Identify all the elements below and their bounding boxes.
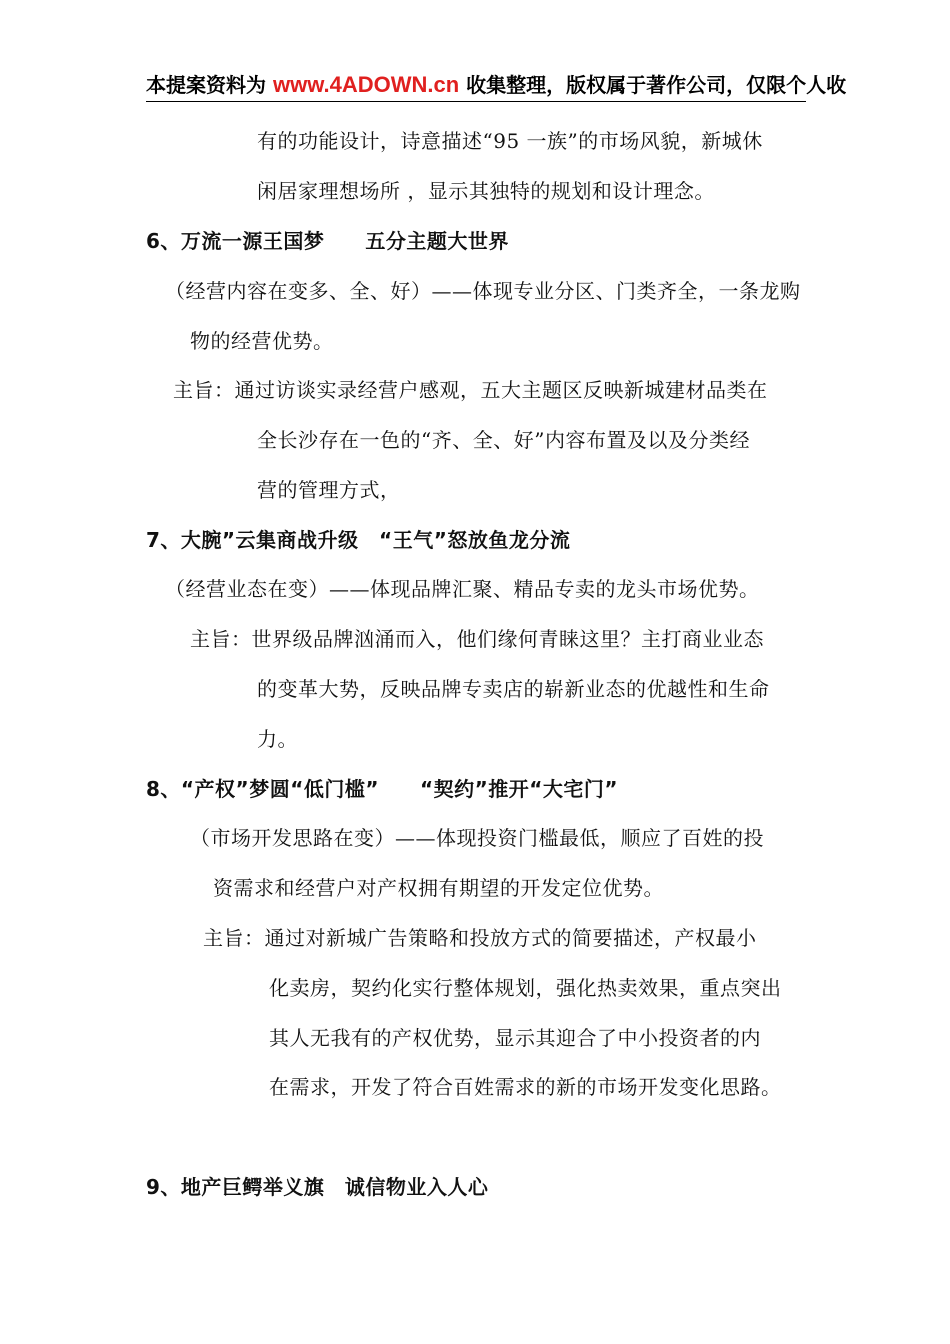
section7-heading: 7、大腕”云集商战升级 “王气”怒放鱼龙分流 bbox=[146, 528, 571, 552]
document-header bbox=[146, 70, 950, 100]
section7-theme-line-2: 的变革大势，反映品牌专卖店的崭新业态的优越性和生命 bbox=[257, 677, 770, 701]
section6-theme-line-2: 全长沙存在一色的“齐、全、好”内容布置及以及分类经 bbox=[257, 428, 750, 452]
section7-theme-line-1: 主旨：世界级品牌汹涌而入，他们缘何青睐这里？主打商业业态 bbox=[190, 627, 764, 651]
header-divider bbox=[146, 101, 806, 102]
section6-desc-line-1: （经营内容在变多、全、好）——体现专业分区、门类齐全，一条龙购 bbox=[165, 279, 801, 303]
section8-heading: 8、“产权”梦圆“低门槛” “契约”推开“大宅门” bbox=[146, 777, 619, 801]
section8-theme-line-1: 主旨：通过对新城广告策略和投放方式的简要描述，产权最小 bbox=[203, 926, 757, 950]
section9-heading: 9、地产巨鳄举义旗 诚信物业入人心 bbox=[146, 1175, 489, 1199]
section8-theme-line-2: 化卖房，契约化实行整体规划，强化热卖效果，重点突出 bbox=[269, 976, 782, 1000]
section6-heading: 6、万流一源王国梦 五分主题大世界 bbox=[146, 229, 509, 253]
header-url-link[interactable]: www.4ADOWN.cn bbox=[272, 72, 460, 97]
header-prefix: 本提案资料为 bbox=[146, 73, 273, 97]
section6-theme-line-1: 主旨：通过访谈实录经营户感观，五大主题区反映新城建材品类在 bbox=[173, 378, 768, 402]
section6-theme-line-3: 营的管理方式， bbox=[257, 478, 401, 502]
section8-theme-line-3: 其人无我有的产权优势，显示其迎合了中小投资者的内 bbox=[269, 1026, 761, 1050]
section8-theme-line-4: 在需求，开发了符合百姓需求的新的市场开发变化思路。 bbox=[269, 1075, 782, 1099]
section5-line-2: 闲居家理想场所 ，显示其独特的规划和设计理念。 bbox=[257, 179, 715, 203]
section7-theme-line-3: 力。 bbox=[257, 727, 298, 751]
section6-desc-line-2: 物的经营优势。 bbox=[190, 329, 334, 353]
section7-desc-line-1: （经营业态在变）——体现品牌汇聚、精品专卖的龙头市场优势。 bbox=[165, 577, 760, 601]
section8-desc-line-2: 资需求和经营户对产权拥有期望的开发定位优势。 bbox=[213, 876, 664, 900]
section5-line-1: 有的功能设计，诗意描述“95 一族”的市场风貌，新城休 bbox=[257, 129, 763, 153]
header-suffix: 收集整理，版权属于著作公司，仅限个人收 bbox=[459, 73, 847, 97]
section8-desc-line-1: （市场开发思路在变）——体现投资门槛最低，顺应了百姓的投 bbox=[190, 826, 764, 850]
